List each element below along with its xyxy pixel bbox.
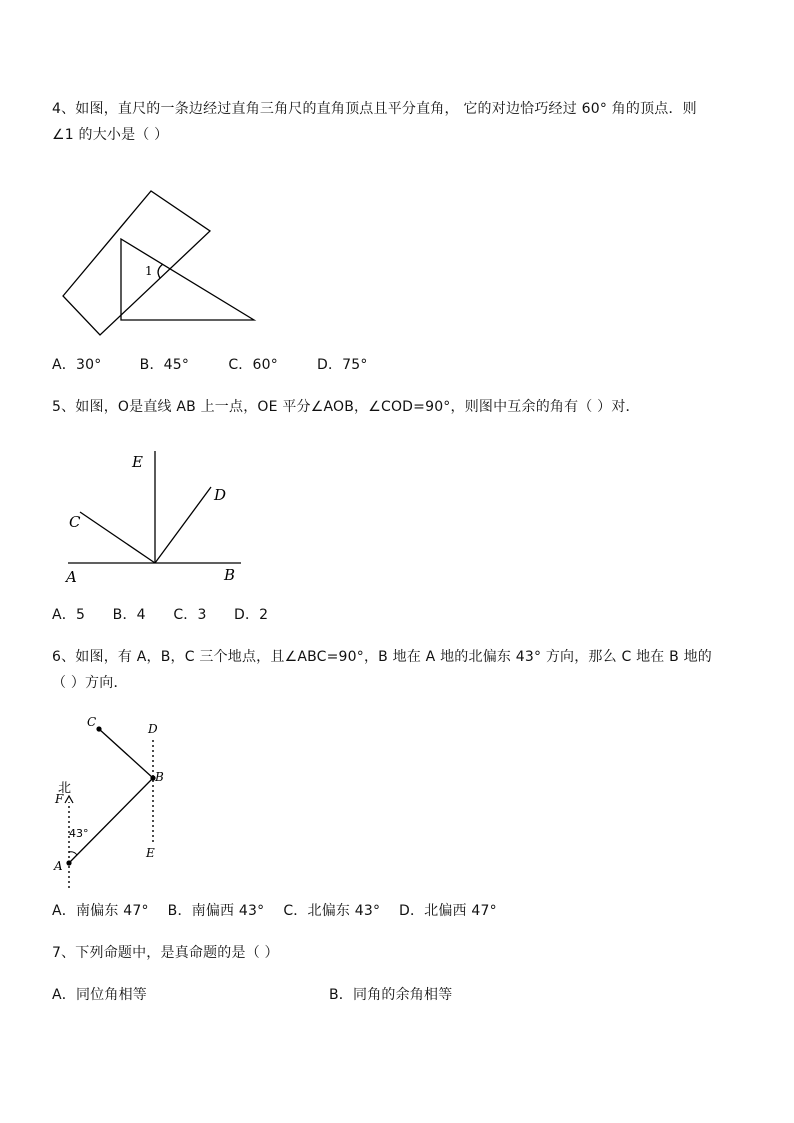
q6-label-c: C — [87, 715, 97, 729]
q4-option-c[interactable]: C．60° — [228, 357, 278, 373]
q7-option-a[interactable]: A．同位角相等 — [52, 987, 147, 1003]
q6-stem-line2: （ ）方向． — [52, 675, 128, 691]
q5-stem: 5、如图，O是直线 AB 上一点，OE 平分∠AOB，∠COD=90°，则图中互余的角有（ ）对． — [52, 399, 640, 415]
q6-segment-ab — [69, 778, 153, 863]
q4-option-a[interactable]: A．30° — [52, 357, 102, 373]
q7-option-b[interactable]: B．同角的余角相等 — [329, 987, 453, 1003]
q5-option-b[interactable]: B．4 — [112, 607, 146, 623]
q5-label-a: A — [66, 568, 77, 586]
q5-label-e: E — [132, 453, 143, 471]
q5-label-d: D — [214, 486, 227, 504]
q6-label-f: F — [55, 792, 64, 806]
q6-option-c[interactable]: C．北偏东 43° — [283, 903, 381, 919]
q5-option-d[interactable]: D．2 — [233, 607, 269, 623]
q6-point-a — [66, 860, 71, 865]
q5-label-b: B — [224, 566, 236, 584]
q6-segment-bc — [99, 729, 153, 778]
q5-option-c[interactable]: C．3 — [173, 607, 207, 623]
q6-label-d: D — [148, 722, 158, 736]
q6-angle-arc — [69, 852, 77, 855]
q7-stem: 7、下列命题中，是真命题的是（ ） — [52, 945, 279, 961]
q6-point-c — [96, 726, 101, 731]
q5-label-c: C — [69, 513, 81, 531]
q6-north-arrow — [65, 796, 73, 803]
q6-label-angle: 43° — [69, 827, 89, 840]
q6-option-a[interactable]: A．南偏东 47° — [52, 903, 149, 919]
q6-option-b[interactable]: B．南偏西 43° — [167, 903, 265, 919]
q4-stem-line2: ∠1 的大小是（ ） — [52, 127, 169, 143]
q6-label-a: A — [54, 859, 63, 873]
q4-option-d[interactable]: D．75° — [316, 357, 368, 373]
q4-angle-label: 1 — [145, 264, 153, 278]
q4-option-b[interactable]: B．45° — [139, 357, 190, 373]
q5-option-a[interactable]: A．5 — [52, 607, 86, 623]
q6-label-north: 北 — [58, 781, 72, 796]
q6-stem-line1: 6、如图，有 A，B，C 三个地点，且∠ABC=90°，B 地在 A 地的北偏东 43° 方向，那么 C 地在 B 地的 — [52, 649, 712, 665]
q4-stem-line1: 4、如图，直尺的一条边经过直角三角尺的直角顶点且平分直角， 它的对边恰巧经过 60° 角的顶点．则 — [52, 101, 697, 117]
q6-options — [52, 900, 497, 922]
q6-label-b: B — [155, 770, 164, 784]
q6-option-d[interactable]: D．北偏西 47° — [398, 903, 497, 919]
q6-label-e: E — [146, 846, 155, 860]
